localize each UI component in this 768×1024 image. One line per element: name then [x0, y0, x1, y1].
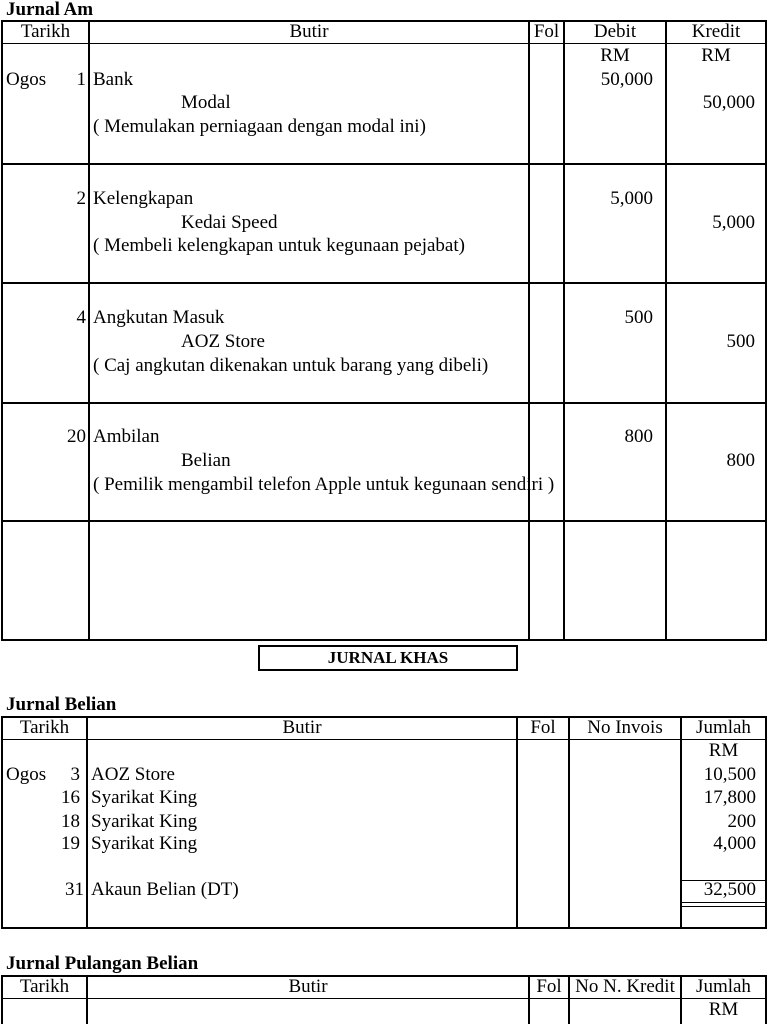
narration: ( Pemilik mengambil telefon Apple untuk kegunaan sendiri )	[93, 474, 555, 495]
debit-currency: RM	[600, 45, 630, 66]
row-amount: 10,500	[703, 764, 756, 785]
credit-account: Modal	[181, 92, 231, 113]
month-label: Ogos	[6, 764, 47, 785]
header-invoice-no: No Invois	[587, 717, 663, 738]
entry-day: 2	[76, 188, 86, 209]
credit-account: Kedai Speed	[181, 212, 278, 233]
debit-account: Bank	[93, 69, 134, 90]
header-description: Butir	[282, 717, 322, 738]
total-description: Akaun Belian (DT)	[91, 879, 239, 900]
row-amount: 17,800	[703, 787, 756, 808]
header-credit-note-no: No N. Kredit	[575, 976, 675, 997]
special-journal-heading: JURNAL KHAS	[258, 645, 518, 671]
row-amount: 4,000	[713, 833, 756, 854]
narration: ( Memulakan perniagaan dengan modal ini)	[93, 116, 426, 137]
header-description: Butir	[288, 976, 328, 997]
row-day: 16	[61, 787, 80, 808]
debit-account: Ambilan	[93, 426, 160, 447]
credit-amount: 5,000	[712, 212, 755, 233]
header-folio: Fol	[530, 717, 556, 738]
credit-currency: RM	[701, 45, 731, 66]
amount-currency: RM	[708, 999, 739, 1020]
row-description: Syarikat King	[91, 787, 198, 808]
header-date: Tarikh	[19, 976, 70, 997]
debit-account: Kelengkapan	[93, 188, 194, 209]
header-amount: Jumlah	[696, 717, 751, 738]
debit-amount: 5,000	[610, 188, 653, 209]
header-credit: Kredit	[691, 21, 741, 42]
header-folio: Fol	[536, 976, 562, 997]
credit-account: AOZ Store	[181, 331, 265, 352]
debit-amount: 800	[624, 426, 653, 447]
entry-day: 1	[76, 69, 86, 90]
double-rule-top	[681, 902, 765, 903]
entry-day: 20	[67, 426, 86, 447]
month-label: Ogos	[6, 69, 47, 90]
header-folio: Fol	[533, 21, 560, 42]
amount-currency: RM	[708, 740, 739, 761]
purchases-journal-title: Jurnal Belian	[6, 694, 117, 715]
purchase-returns-journal-title: Jurnal Pulangan Belian	[6, 953, 199, 974]
row-amount: 200	[727, 811, 756, 832]
debit-account: Angkutan Masuk	[93, 307, 225, 328]
credit-amount: 50,000	[702, 92, 755, 113]
double-rule-bottom	[681, 906, 765, 907]
total-day: 31	[65, 879, 84, 900]
header-debit: Debit	[593, 21, 637, 42]
debit-amount: 50,000	[600, 69, 653, 90]
row-description: AOZ Store	[91, 764, 175, 785]
header-date: Tarikh	[19, 717, 70, 738]
debit-amount: 500	[624, 307, 653, 328]
credit-amount: 800	[726, 450, 755, 471]
narration: ( Membeli kelengkapan untuk kegunaan pejabat)	[93, 235, 465, 256]
total-amount: 32,500	[703, 879, 756, 900]
header-date: Tarikh	[20, 21, 71, 42]
narration: ( Caj angkutan dikenakan untuk barang yang dibeli)	[93, 355, 489, 376]
header-description: Butir	[289, 21, 329, 42]
header-amount: Jumlah	[696, 976, 751, 997]
credit-account: Belian	[181, 450, 231, 471]
row-day: 19	[61, 833, 80, 854]
row-day: 3	[70, 764, 80, 785]
row-day: 18	[61, 811, 80, 832]
entry-day: 4	[76, 307, 86, 328]
row-description: Syarikat King	[91, 811, 198, 832]
general-journal-title: Jurnal Am	[6, 0, 94, 20]
row-description: Syarikat King	[91, 833, 198, 854]
credit-amount: 500	[726, 331, 755, 352]
